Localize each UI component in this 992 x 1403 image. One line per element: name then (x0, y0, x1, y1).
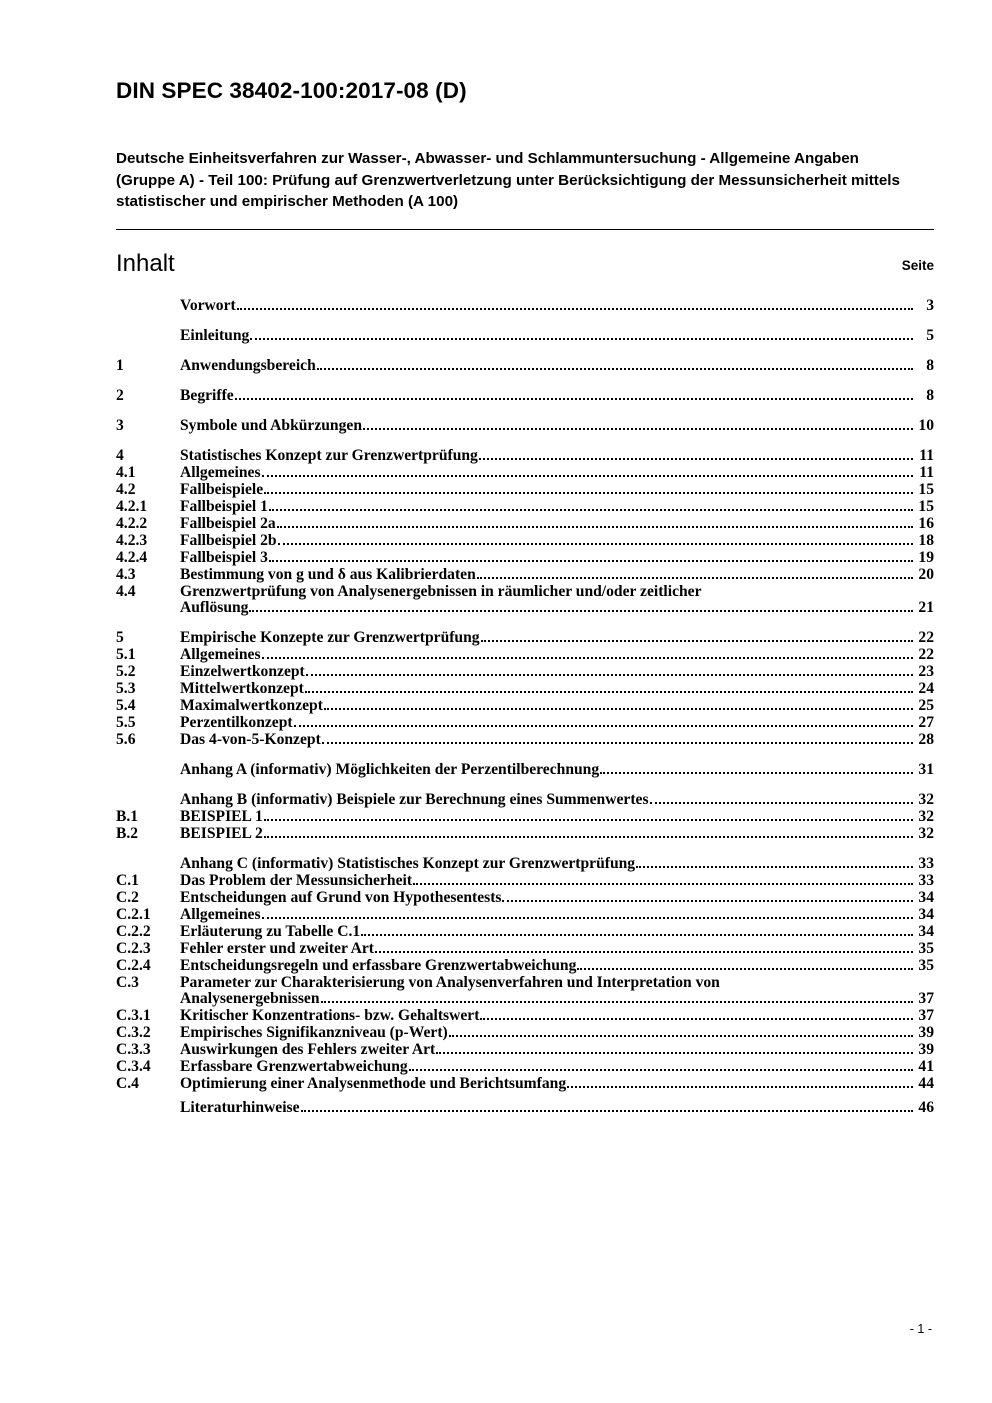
toc-entry-page: 11 (919, 446, 934, 464)
toc-leader-dots (269, 559, 913, 562)
toc-entry-page: 39 (918, 1023, 934, 1041)
toc-entry[interactable] (116, 1076, 934, 1092)
toc-leader-dots (650, 801, 913, 804)
toc-entry-number: 4.2.4 (116, 548, 148, 566)
toc-entry-label: Perzentilkonzept (180, 713, 293, 731)
toc-entry-number: C.3.4 (116, 1057, 151, 1075)
toc-entry[interactable] (116, 1042, 934, 1058)
toc-entry-page: 37 (918, 989, 934, 1007)
toc-leader-dots (479, 457, 913, 460)
toc-entry-label: Parameter zur Charakterisierung von Analysenverfahren und Interpretation von (180, 973, 720, 991)
toc-entry-page: 28 (918, 730, 934, 748)
toc-entry-page: 24 (918, 679, 934, 697)
toc-entry-label: Fallbeispiel 3 (180, 548, 268, 566)
toc-entry-page: 22 (918, 628, 934, 646)
toc-entry-label: Grenzwertprüfung von Analysenergebnissen in räumlicher und/oder zeitlicher (180, 582, 702, 600)
toc-entry-number: C.3.1 (116, 1006, 151, 1024)
toc-entry-page: 21 (918, 598, 934, 616)
toc-entry-page: 35 (918, 956, 934, 974)
toc-leader-dots (264, 818, 913, 821)
toc-entry[interactable] (116, 681, 934, 697)
toc-entry[interactable] (116, 358, 934, 374)
toc-entry-label: Empirisches Signifikanzniveau (p-Wert) (180, 1023, 448, 1041)
toc-entry-number: 4.2.1 (116, 497, 148, 515)
page-title: Deutsche Einheitsverfahren zur Wasser-, Abwasser- und Schlammuntersuchung - Allgemeine Angaben (Gruppe A) - Teil 100: Prüfung auf Grenzwertverletzung unter Berücksichtigung der Messunsicherheit mittels statistischer und empirischer Methoden (A 100) (116, 150, 900, 211)
toc-entry-page: 33 (918, 871, 934, 889)
toc-entry-number: 5.6 (116, 730, 136, 748)
toc-entry-label: Fehler erster und zweiter Art (180, 939, 374, 957)
toc-leader-dots (264, 835, 913, 838)
toc-entry-number: 4.3 (116, 565, 136, 583)
toc-leader-dots (363, 427, 913, 430)
toc-entry-page: 34 (918, 905, 934, 923)
table-of-contents (116, 298, 934, 1116)
toc-entry-label: Anhang A (informativ) Möglichkeiten der Perzentilberechnung (180, 760, 600, 778)
toc-entry[interactable] (116, 1100, 934, 1116)
toc-entry[interactable] (116, 715, 934, 731)
toc-entry-label: Auflösung (180, 598, 249, 616)
toc-entry[interactable] (116, 584, 934, 600)
toc-leader-dots (269, 508, 913, 511)
toc-entry-label: Literaturhinweise (180, 1098, 300, 1116)
toc-leader-dots (306, 673, 913, 676)
toc-entry-page: 23 (918, 662, 934, 680)
toc-leader-dots (481, 639, 913, 642)
toc-entry-page: 32 (918, 824, 934, 842)
toc-leader-dots (250, 337, 913, 340)
toc-entry-number: C.3.2 (116, 1023, 151, 1041)
toc-entry-page: 34 (918, 922, 934, 940)
toc-entry-label: Statistisches Konzept zur Grenzwertprüfung (180, 446, 478, 464)
toc-leader-dots (577, 967, 913, 970)
toc-entry-page: 39 (918, 1040, 934, 1058)
toc-leader-dots (436, 1051, 913, 1054)
toc-entry-number: C.3.3 (116, 1040, 151, 1058)
toc-leader-dots (703, 595, 933, 596)
toc-entry-number: 5.2 (116, 662, 136, 680)
toc-leader-dots (361, 933, 913, 936)
toc-entry-page: 20 (918, 565, 934, 583)
toc-entry-label: Entscheidungsregeln und erfassbare Grenzwertabweichung (180, 956, 577, 974)
toc-entry[interactable] (116, 533, 934, 549)
toc-entry-label: Symbole und Abkürzungen (180, 416, 362, 434)
toc-entry[interactable] (116, 698, 934, 714)
toc-entry-label: Begriffe (180, 386, 234, 404)
toc-entry-continuation[interactable] (116, 600, 934, 616)
toc-entry[interactable] (116, 448, 934, 464)
toc-entry-number: 2 (116, 386, 124, 404)
toc-entry[interactable] (116, 975, 934, 991)
toc-entry-label: Erfassbare Grenzwertabweichung (180, 1057, 408, 1075)
toc-entry[interactable] (116, 550, 934, 566)
toc-entry-number: 4.4 (116, 582, 136, 600)
toc-entry[interactable] (116, 890, 934, 906)
toc-entry[interactable] (116, 298, 934, 314)
toc-entry-page: 35 (918, 939, 934, 957)
toc-leader-dots (262, 656, 913, 659)
toc-entry-number: C.1 (116, 871, 139, 889)
toc-leader-dots (413, 882, 913, 885)
toc-leader-dots (294, 724, 913, 727)
toc-entry-number: 1 (116, 356, 124, 374)
toc-entry-label: BEISPIEL 1 (180, 807, 263, 825)
toc-entry-page: 44 (918, 1074, 934, 1092)
toc-entry-number: 5.4 (116, 696, 136, 714)
toc-entry-page: 37 (918, 1006, 934, 1024)
toc-leader-dots (477, 576, 913, 579)
toc-entry-number: C.3 (116, 973, 139, 991)
toc-entry-number: 4.2 (116, 480, 136, 498)
toc-entry-page: 22 (918, 645, 934, 663)
toc-entry[interactable] (116, 388, 934, 404)
toc-leader-dots (636, 865, 913, 868)
toc-entry[interactable] (116, 907, 934, 923)
toc-entry[interactable] (116, 630, 934, 646)
toc-leader-dots (449, 1034, 913, 1037)
toc-leader-dots (277, 525, 913, 528)
toc-entry-page: 32 (918, 807, 934, 825)
toc-leader-dots (301, 1109, 913, 1112)
toc-entry[interactable] (116, 482, 934, 498)
toc-entry-number: B.1 (116, 807, 139, 825)
toc-leader-dots (249, 609, 913, 612)
toc-entry-label: Das 4-von-5-Konzept (180, 730, 321, 748)
toc-entry-page: 31 (918, 760, 934, 778)
toc-entry-label: Anwendungsbereich (180, 356, 316, 374)
toc-leader-dots (262, 916, 913, 919)
toc-leader-dots (480, 1017, 913, 1020)
toc-entry-continuation[interactable] (116, 991, 934, 1007)
title-divider (116, 229, 934, 230)
toc-entry[interactable] (116, 762, 934, 778)
toc-entry-number: 4 (116, 446, 124, 464)
toc-entry-number: C.2.4 (116, 956, 151, 974)
toc-entry-label: Vorwort (180, 296, 236, 314)
toc-entry-number: 5.1 (116, 645, 136, 663)
toc-entry-label: Bestimmung von g und δ aus Kalibrierdaten (180, 565, 476, 583)
toc-entry[interactable] (116, 941, 934, 957)
toc-header (116, 249, 934, 277)
toc-entry-label: Auswirkungen des Fehlers zweiter Art (180, 1040, 436, 1058)
toc-leader-dots (567, 1085, 913, 1088)
toc-entry-label: Erläuterung zu Tabelle C.1 (180, 922, 361, 940)
toc-entry-page: 25 (918, 696, 934, 714)
toc-entry[interactable] (116, 328, 934, 344)
toc-leader-dots (322, 741, 913, 744)
toc-entry-label: Kritischer Konzentrations- bzw. Gehaltswert (180, 1006, 480, 1024)
toc-entry[interactable] (116, 465, 934, 481)
toc-entry-page: 8 (926, 386, 934, 404)
toc-entry-page: 34 (918, 888, 934, 906)
toc-leader-dots (375, 950, 913, 953)
toc-entry-number: C.2 (116, 888, 139, 906)
toc-entry-page: 16 (918, 514, 934, 532)
toc-entry-label: Fallbeispiel 2b (180, 531, 277, 549)
toc-entry-page: 33 (918, 854, 934, 872)
toc-entry-page: 5 (926, 326, 934, 344)
toc-entry-number: C.2.2 (116, 922, 151, 940)
toc-leader-dots (321, 1000, 914, 1003)
toc-leader-dots (278, 542, 913, 545)
toc-entry-page: 11 (919, 463, 934, 481)
toc-entry-label: Fallbeispiel 1 (180, 497, 268, 515)
toc-entry-label: Fallbeispiele (180, 480, 264, 498)
toc-entry-number: 4.2.3 (116, 531, 148, 549)
toc-leader-dots (324, 707, 913, 710)
toc-entry-label: Entscheidungen auf Grund von Hypothesentests (180, 888, 502, 906)
document-id: DIN SPEC 38402-100:2017-08 (D) (116, 78, 467, 103)
toc-entry-label: Allgemeines (180, 463, 261, 481)
toc-entry-page: 41 (918, 1057, 934, 1075)
toc-entry-page: 10 (918, 416, 934, 434)
toc-entry[interactable] (116, 1008, 934, 1024)
toc-leader-dots (409, 1068, 913, 1071)
toc-entry-number: 4.1 (116, 463, 136, 481)
toc-entry[interactable] (116, 792, 934, 808)
toc-leader-dots (235, 397, 913, 400)
toc-entry[interactable] (116, 499, 934, 515)
toc-entry-number: C.4 (116, 1074, 139, 1092)
toc-heading: Inhalt (116, 249, 175, 277)
toc-entry-number: 5.3 (116, 679, 136, 697)
toc-entry-page: 32 (918, 790, 934, 808)
toc-entry[interactable] (116, 826, 934, 842)
toc-leader-dots (237, 307, 913, 310)
toc-leader-dots (264, 491, 913, 494)
toc-entry-page: 19 (918, 548, 934, 566)
toc-entry-label: Empirische Konzepte zur Grenzwertprüfung (180, 628, 480, 646)
toc-entry[interactable] (116, 856, 934, 872)
toc-entry[interactable] (116, 418, 934, 434)
toc-leader-dots (600, 771, 913, 774)
toc-entry-number: C.2.3 (116, 939, 151, 957)
toc-page-column-label: Seite (901, 257, 934, 273)
toc-entry-number: 3 (116, 416, 124, 434)
toc-entry[interactable] (116, 647, 934, 663)
toc-leader-dots (305, 690, 913, 693)
toc-entry-label: Einleitung (180, 326, 250, 344)
toc-entry[interactable] (116, 516, 934, 532)
toc-entry-label: Fallbeispiel 2a (180, 514, 276, 532)
toc-entry[interactable] (116, 664, 934, 680)
toc-entry-page: 15 (918, 497, 934, 515)
toc-entry-number: 5 (116, 628, 124, 646)
toc-leader-dots (721, 986, 933, 987)
toc-leader-dots (502, 899, 913, 902)
toc-entry-number: C.2.1 (116, 905, 151, 923)
toc-entry-page: 15 (918, 480, 934, 498)
toc-entry[interactable] (116, 1059, 934, 1075)
toc-entry-page: 3 (926, 296, 934, 314)
toc-entry-page: 18 (918, 531, 934, 549)
toc-leader-dots (262, 474, 913, 477)
toc-entry-label: Optimierung einer Analysenmethode und Berichtsumfang (180, 1074, 567, 1092)
toc-entry-page: 46 (918, 1098, 934, 1116)
toc-entry-number: B.2 (116, 824, 139, 842)
toc-entry-page: 27 (918, 713, 934, 731)
toc-entry-label: Anhang C (informativ) Statistisches Konzept zur Grenzwertprüfung (180, 854, 636, 872)
toc-entry-label: Allgemeines (180, 645, 261, 663)
page-footer: - 1 - (909, 1322, 932, 1336)
toc-entry-label: Das Problem der Messunsicherheit (180, 871, 413, 889)
toc-entry-label: BEISPIEL 2 (180, 824, 263, 842)
toc-entry[interactable] (116, 958, 934, 974)
toc-entry-label: Mittelwertkonzept (180, 679, 304, 697)
toc-entry[interactable] (116, 567, 934, 583)
toc-entry-label: Allgemeines (180, 905, 261, 923)
toc-entry-label: Anhang B (informativ) Beispiele zur Berechnung eines Summenwertes (180, 790, 649, 808)
toc-entry-page: 8 (926, 356, 934, 374)
toc-entry-label: Maximalwertkonzept (180, 696, 323, 714)
toc-leader-dots (317, 367, 913, 370)
toc-entry[interactable] (116, 809, 934, 825)
toc-entry[interactable] (116, 1025, 934, 1041)
toc-entry-number: 5.5 (116, 713, 136, 731)
toc-entry-number: 4.2.2 (116, 514, 148, 532)
toc-entry[interactable] (116, 732, 934, 748)
toc-entry-label: Einzelwertkonzept (180, 662, 305, 680)
toc-entry-label: Analysenergebnissen (180, 989, 320, 1007)
toc-entry[interactable] (116, 873, 934, 889)
toc-entry[interactable] (116, 924, 934, 940)
